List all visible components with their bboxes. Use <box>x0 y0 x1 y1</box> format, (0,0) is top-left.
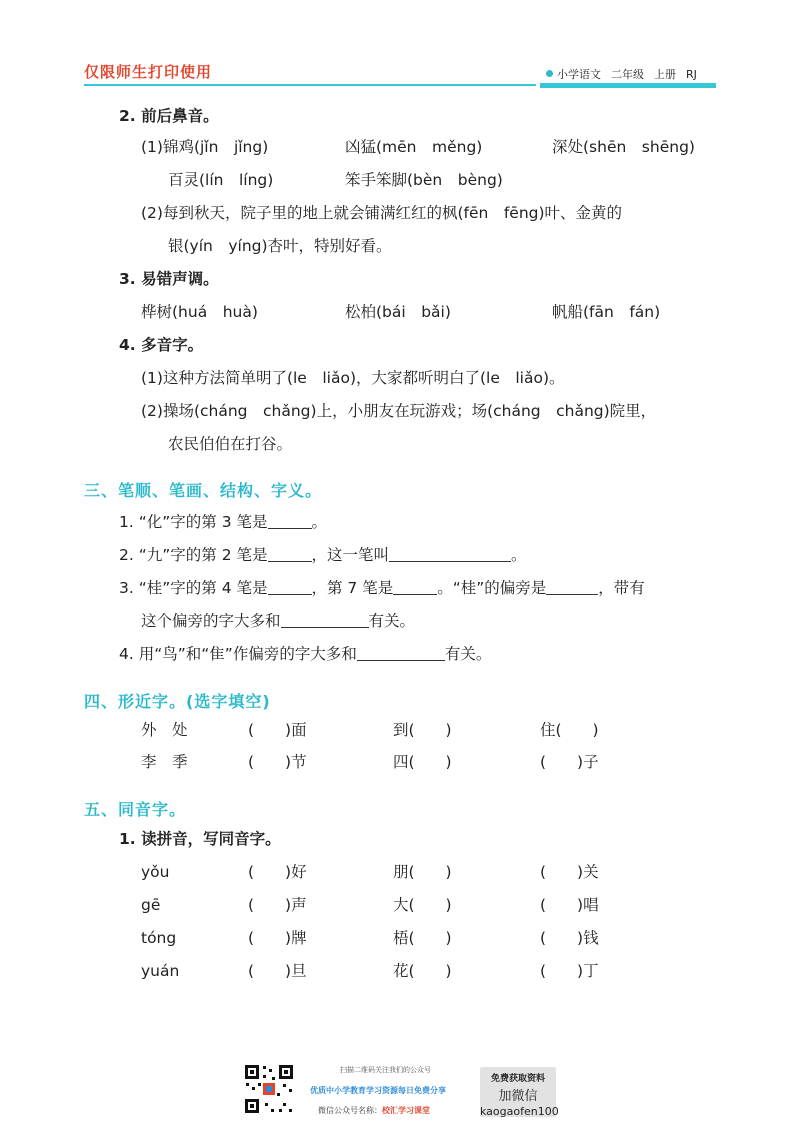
s5-row-cell1[interactable]: ( )声 <box>248 896 307 914</box>
wechat-badge <box>480 1067 559 1118</box>
s4-row1-pair: 外 处 <box>141 721 188 739</box>
q4-2-line2: 农民伯伯在打谷。 <box>168 435 293 453</box>
section-five-title: 五、同音字。 <box>84 800 187 819</box>
header-info <box>546 66 697 82</box>
header-rule <box>84 84 536 86</box>
answer-blank[interactable] <box>281 613 369 628</box>
s5-row-cell1[interactable]: ( )旦 <box>248 962 307 980</box>
s5-row-cell3[interactable]: ( )唱 <box>540 896 599 914</box>
s3-q4: 4. 用“鸟”和“隹”作偏旁的字大多和 有关。 <box>119 645 492 663</box>
bullet-icon <box>546 70 553 77</box>
s4-row1-cell3[interactable]: 住( ) <box>540 721 599 739</box>
q2-title: 2. 前后鼻音。 <box>119 107 219 125</box>
s5-row-pinyin: yǒu <box>141 863 170 881</box>
s4-row1-cell1[interactable]: ( )面 <box>248 721 307 739</box>
s4-row2-cell3[interactable]: ( )子 <box>540 753 599 771</box>
footer-account-name: 校汇学习课堂 <box>382 1106 430 1115</box>
section-four-title: 四、形近字。(选字填空) <box>84 692 271 711</box>
badge-line2: 加微信 <box>498 1089 538 1104</box>
badge-line3: kaogaofen100 <box>480 1105 559 1118</box>
s4-row2-pair: 李 季 <box>141 753 188 771</box>
header-left-title: 仅限师生打印使用 <box>84 63 213 81</box>
s5-row-pinyin: yuán <box>141 962 180 980</box>
s5-row-pinyin: tóng <box>141 929 177 947</box>
section-three-title: 三、笔顺、笔画、结构、字义。 <box>84 481 323 500</box>
q4-1: (1)这种方法简单明了(le liǎo)，大家都听明白了(le liǎo)。 <box>141 369 565 387</box>
footer-scan-text: 扫描二维码关注我们的公众号 <box>340 1066 431 1074</box>
s3-q2: 2. “九”字的第 2 笔是 ，这一笔叫 。 <box>119 546 527 564</box>
s5-row-cell2[interactable]: 朋( ) <box>393 863 452 881</box>
s5-row-pinyin: gē <box>141 896 161 914</box>
qr-code-icon[interactable] <box>243 1063 295 1115</box>
q2-1-item-b: 凶猛(mēn měng) <box>345 138 483 156</box>
s5-row-cell3[interactable]: ( )丁 <box>540 962 599 980</box>
answer-blank[interactable] <box>389 547 511 562</box>
q3-item-a: 桦树(huá huà) <box>141 303 258 321</box>
header-band <box>540 83 716 88</box>
s3-q1: 1. “化”字的第 3 笔是 。 <box>119 513 328 531</box>
footer-slogan: 优质中小学教育学习资源每日免费分享 <box>310 1086 446 1095</box>
q3-item-b: 松柏(bái bǎi) <box>345 303 451 321</box>
badge-line1: 免费获取资料 <box>490 1074 545 1084</box>
s5-row-cell2[interactable]: 梧( ) <box>393 929 452 947</box>
q4-2-line1: (2)操场(cháng chǎng)上，小朋友在玩游戏；场(cháng chǎng)院里， <box>141 402 657 420</box>
answer-blank[interactable] <box>357 646 445 661</box>
s3-q3-line1: 3. “桂”字的第 4 笔是 ，第 7 笔是 。“桂”的偏旁是 ，带有 <box>119 579 645 597</box>
q4-title: 4. 多音字。 <box>119 336 204 354</box>
answer-blank[interactable] <box>393 580 437 595</box>
q2-1-item-d: 百灵(lín líng) <box>168 171 274 189</box>
q2-1-item-c: 深处(shēn shēng) <box>552 138 695 156</box>
q2-1-item-a: (1)锦鸡(jǐn jǐng) <box>141 138 269 156</box>
footer-account: 微信公众号名称：校汇学习课堂 <box>318 1106 430 1115</box>
footer <box>0 1050 800 1123</box>
q2-1-item-e: 笨手笨脚(bèn bèng) <box>345 171 503 189</box>
header-subject: 小学语文 <box>557 68 601 81</box>
s5-row-cell2[interactable]: 大( ) <box>393 896 452 914</box>
s5-row-cell1[interactable]: ( )好 <box>248 863 307 881</box>
answer-blank[interactable] <box>268 547 312 562</box>
answer-blank[interactable] <box>268 580 312 595</box>
q3-title: 3. 易错声调。 <box>119 270 219 288</box>
s5-row-cell3[interactable]: ( )钱 <box>540 929 599 947</box>
s4-row2-cell1[interactable]: ( )节 <box>248 753 307 771</box>
s4-row2-cell2[interactable]: 四( ) <box>393 753 452 771</box>
s5-q1-title: 1. 读拼音，写同音字。 <box>119 830 281 848</box>
q3-item-c: 帆船(fān fán) <box>552 303 661 321</box>
s5-row-cell2[interactable]: 花( ) <box>393 962 452 980</box>
answer-blank[interactable] <box>546 580 598 595</box>
s4-row1-cell2[interactable]: 到( ) <box>393 721 452 739</box>
q2-2-line1: (2)每到秋天，院子里的地上就会铺满红红的枫(fēn fēng)叶、金黄的 <box>141 204 623 222</box>
s5-row-cell1[interactable]: ( )牌 <box>248 929 307 947</box>
s5-row-cell3[interactable]: ( )关 <box>540 863 599 881</box>
header-grade: 二年级 <box>611 68 644 81</box>
answer-blank[interactable] <box>268 514 312 529</box>
q2-2-line2: 银(yín yíng)杏叶，特别好看。 <box>168 237 392 255</box>
header-edition: RJ <box>686 68 697 81</box>
header-volume: 上册 <box>654 68 676 81</box>
s3-q3-line2: 这个偏旁的字大多和 有关。 <box>141 612 416 630</box>
